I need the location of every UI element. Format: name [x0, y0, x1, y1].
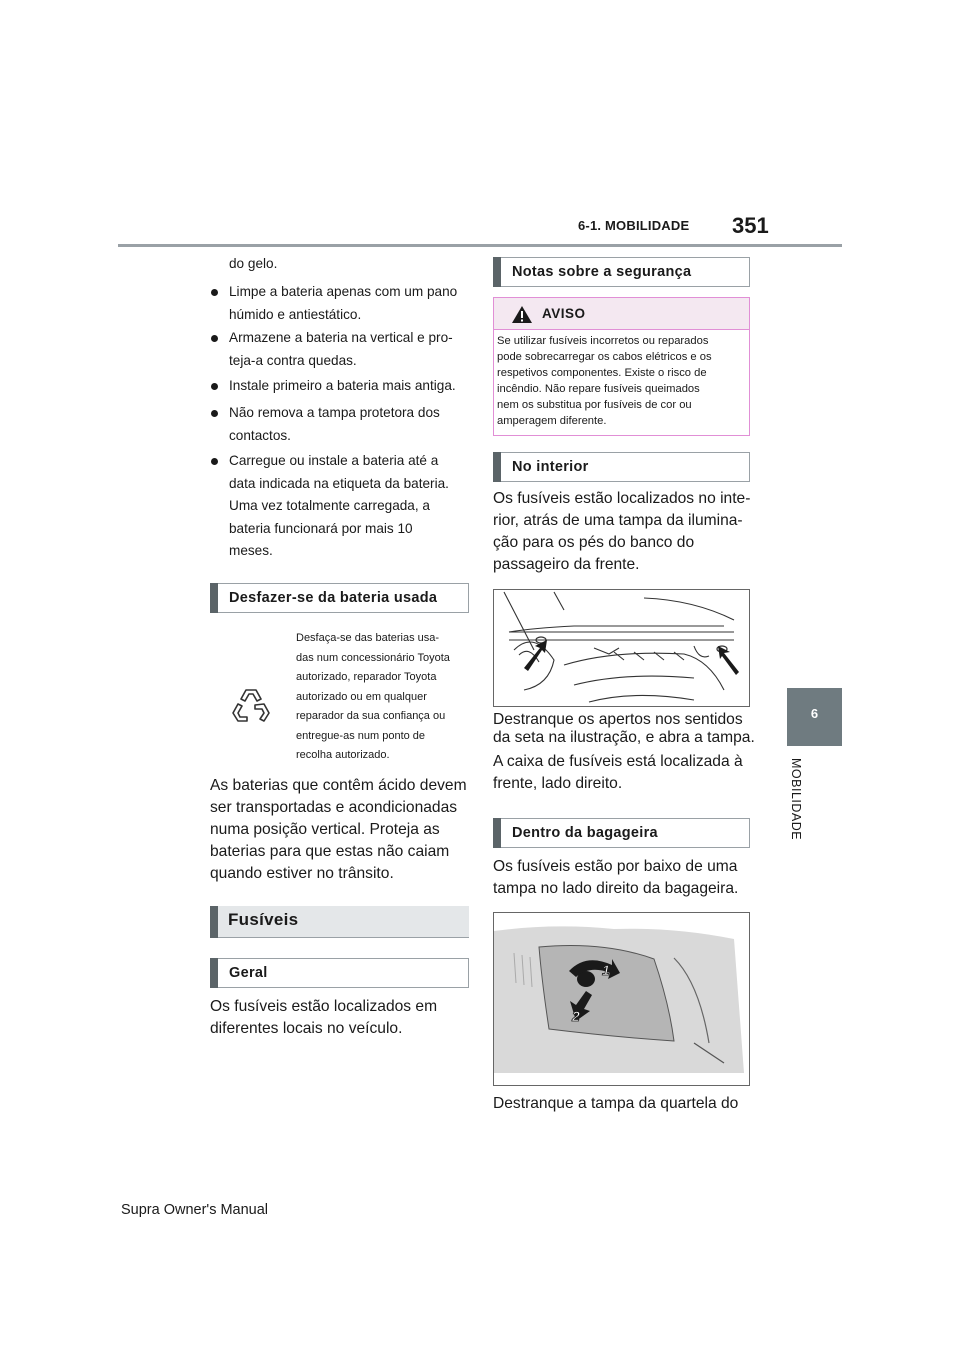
callout-2: 2 — [572, 1008, 580, 1024]
text-line: das num concessionário Toyota — [296, 651, 450, 664]
list-item-line: meses. — [229, 543, 273, 558]
text-line: Destranque os apertos nos sentidos — [493, 711, 743, 728]
interior-paragraph — [493, 488, 758, 576]
list-item-line: Uma vez totalmente carregada, a — [229, 498, 430, 513]
luggage-fusebox-illustration — [493, 912, 750, 1086]
chapter-heading-fuses — [210, 906, 469, 938]
text-line: ser transportadas e acondicionadas — [210, 799, 458, 816]
text-line: tampa no lado direito da bagageira. — [493, 880, 739, 897]
luggage-caption: Destranque a tampa da quartela do — [493, 1095, 739, 1112]
text-line: nem os substitua por fusíveis de cor ou — [497, 399, 692, 411]
list-item-line: teja-a contra quedas. — [229, 352, 357, 368]
continuation-text: do gelo. — [229, 256, 278, 271]
text-line: Desfaça-se das baterias usa- — [296, 632, 440, 644]
section-heading-label: Desfazer-se da bateria usada — [229, 590, 438, 606]
list-item — [211, 402, 476, 447]
text-line: Se utilizar fusíveis incorretos ou reparados — [497, 335, 709, 347]
text-line: amperagem diferente. — [497, 415, 607, 427]
disposal-text — [296, 629, 471, 766]
section-heading-label: Geral — [229, 965, 268, 981]
header-rule — [118, 244, 842, 247]
text-line: Os fusíveis estão por baixo de uma — [493, 858, 738, 875]
interior-caption — [493, 711, 758, 747]
text-line: ção para os pés do banco do — [493, 534, 695, 551]
list-item-line: contactos. — [229, 427, 291, 443]
section-heading-disposal — [210, 583, 469, 613]
list-item-line: Carregue ou instale a bateria até a — [229, 453, 439, 468]
text-line: rior, atrás de uma tampa da ilumina- — [493, 512, 743, 529]
text-line: quando estiver no trânsito. — [210, 865, 394, 882]
list-item — [211, 327, 476, 372]
text-line: recolha autorizado. — [296, 749, 390, 761]
list-item-line: Instale primeiro a bateria mais antiga. — [229, 378, 456, 393]
bullet-icon — [211, 289, 218, 296]
text-line: respetivos componentes. Existe o risco de — [497, 367, 707, 379]
list-item-line: Limpe a bateria apenas com um pano — [229, 284, 458, 299]
text-line: A caixa de fusíveis está localizada à — [493, 753, 743, 770]
section-heading-luggage — [493, 818, 750, 848]
interior-fusebox-illustration — [493, 589, 750, 707]
section-heading-general — [210, 958, 469, 988]
list-item-line: bateria funcionará por mais 10 — [229, 520, 413, 536]
footer-manual-title: Supra Owner's Manual — [121, 1202, 269, 1218]
warning-triangle-icon — [511, 305, 533, 329]
section-heading-label: Dentro da bagageira — [512, 825, 658, 841]
text-line: autorizado, reparador Toyota — [296, 671, 437, 683]
acid-paragraph — [210, 775, 475, 885]
general-paragraph — [210, 996, 475, 1040]
heading-bar — [210, 958, 218, 988]
text-line: As baterias que contêm ácido devem — [210, 777, 467, 794]
list-item — [211, 281, 476, 326]
warning-text — [497, 333, 745, 429]
text-line: Os fusíveis estão localizados no inte- — [493, 490, 751, 507]
warning-title: AVISO — [542, 306, 586, 321]
heading-bar — [210, 906, 218, 938]
text-line: passageiro da frente. — [493, 556, 640, 573]
bullet-icon — [211, 410, 218, 417]
list-item-line: Armazene a bateria na vertical e pro- — [229, 330, 453, 345]
list-item — [211, 450, 476, 563]
heading-bar — [493, 818, 501, 848]
recycle-icon — [231, 684, 271, 729]
text-line: frente, lado direito. — [493, 775, 623, 792]
text-line: entregue-as num ponto de — [296, 729, 426, 742]
list-item-line: húmido e antiestático. — [229, 306, 362, 322]
callout-1: 1 — [602, 962, 610, 978]
section-heading-interior — [493, 452, 750, 482]
interior-location — [493, 751, 758, 795]
text-line: numa posição vertical. Proteja as — [210, 821, 440, 838]
running-header-section: 6-1. MOBILIDADE — [578, 218, 690, 233]
warning-box — [493, 297, 750, 436]
bullet-icon — [211, 335, 218, 342]
section-heading-safety — [493, 257, 750, 287]
list-item-line: data indicada na etiqueta da bateria. — [229, 475, 449, 491]
text-line: da seta na ilustração, e abra a tampa. — [493, 729, 755, 746]
chapter-tab-number: 6 — [810, 706, 819, 721]
text-line: Os fusíveis estão localizados em — [210, 998, 438, 1015]
luggage-paragraph — [493, 856, 758, 900]
text-line: baterias para que estas não caiam — [210, 843, 450, 860]
text-line: diferentes locais no veículo. — [210, 1020, 403, 1037]
heading-bar — [493, 257, 501, 287]
chapter-tab-label: MOBILIDADE — [789, 758, 803, 841]
text-line: reparador da sua confiança ou — [296, 710, 446, 722]
list-item — [211, 375, 476, 398]
list-item-line: Não remova a tampa protetora dos — [229, 405, 440, 420]
text-line: incêndio. Não repare fusíveis queimados — [497, 383, 700, 395]
page-number: 351 — [732, 213, 769, 238]
bullet-icon — [211, 458, 218, 465]
heading-bar — [493, 452, 501, 482]
bullet-icon — [211, 383, 218, 390]
section-heading-label: No interior — [512, 459, 589, 475]
text-line: pode sobrecarregar os cabos elétricos e os — [497, 351, 712, 363]
section-heading-label: Fusíveis — [228, 910, 299, 929]
text-line: autorizado ou em qualquer — [296, 690, 427, 703]
section-heading-label: Notas sobre a segurança — [512, 264, 692, 280]
warning-header — [494, 298, 749, 330]
heading-bar — [210, 583, 218, 613]
